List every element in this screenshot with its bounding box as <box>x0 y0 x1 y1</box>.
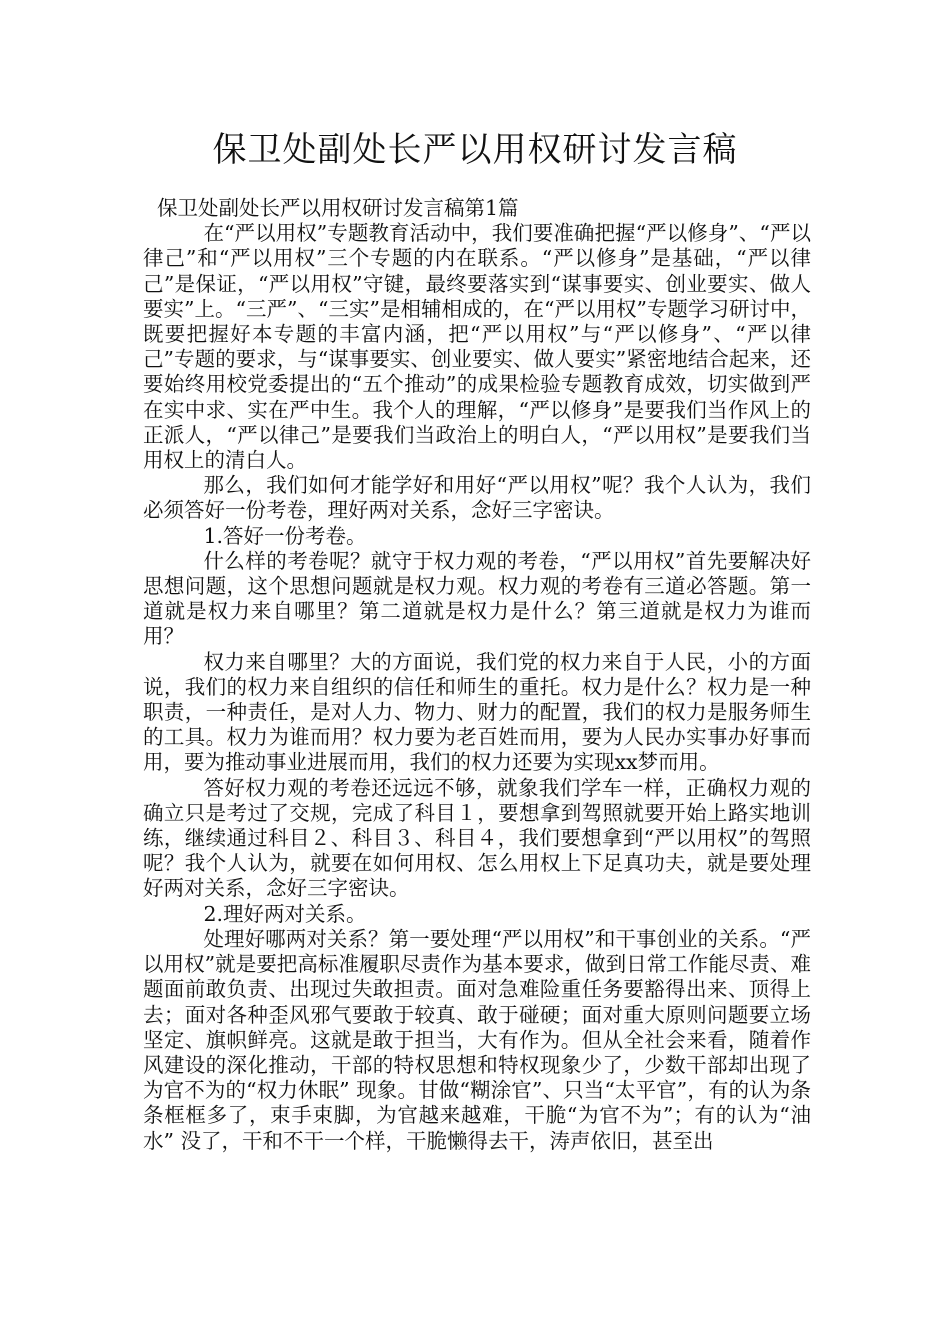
paragraph: 权力来自哪里？大的方面说，我们党的权力来自于人民，小的方面说，我们的权力来自组织的信任和师生的重托。权力是什么？权力是一种职责，一种责任，是对人力、物力、财力的配置，我们的权力是服务师生的工具。权力为谁而用？权力要为老百姓而用，要为人民办实事办好事而用，要为推动事业进展而用，我们的权力还要为实现xx梦而用。 <box>143 649 811 775</box>
document-subtitle: 保卫处副处长严以用权研讨发言稿第1篇 <box>157 196 519 220</box>
section-heading: 1.答好一份考卷。 <box>203 523 367 548</box>
section-heading: 2.理好两对关系。 <box>203 901 367 926</box>
paragraph: 答好权力观的考卷还远远不够，就象我们学车一样，正确权力观的确立只是考过了交规，完成了科目１，要想拿到驾照就要开始上路实地训练，继续通过科目２、科目３、科目４，我们要想拿到“严以用权”的驾照呢？我个人认为，就要在如何用权、怎么用权上下足真功夫，就是要处理好两对关系，念好三字密诀。 <box>143 775 811 901</box>
paragraph: 什么样的考卷呢？就守于权力观的考卷，“严以用权”首先要解决好思想问题，这个思想问题就是权力观。权力观的考卷有三道必答题。第一道就是权力来自哪里？第二道就是权力是什么？第三道就是权力为谁而用？ <box>143 548 811 649</box>
paragraph: 在“严以用权”专题教育活动中，我们要准确把握“严以修身”、“严以律己”和“严以用权”三个专题的内在联系。“严以修身”是基础，“严以律己”是保证，“严以用权”守键，最终要落实到“谋事要实、创业要实、做人要实”上。“三严”、“三实”是相辅相成的，在“严以用权”专题学习研讨中，既要把握好本专题的丰富内涵，把“严以用权”与“严以修身”、“严以律己”专题的要求，与“谋事要实、创业要实、做人要实”紧密地结合起来，还要始终用校党委提出的“五个推动”的成果检验专题教育成效，切实做到严在实中求、实在严中生。我个人的理解，“严以修身”是要我们当作风上的正派人，“严以律己”是要我们当政治上的明白人，“严以用权”是要我们当用权上的清白人。 <box>143 221 811 473</box>
paragraph: 那么，我们如何才能学好和用好“严以用权”呢？我个人认为，我们必须答好一份考卷，理好两对关系，念好三字密诀。 <box>143 473 811 523</box>
document-title: 保卫处副处长严以用权研讨发言稿 <box>212 130 738 170</box>
document-body <box>143 196 811 1154</box>
paragraph: 处理好哪两对关系？第一要处理“严以用权”和干事创业的关系。“严以用权”就是要把高标准履职尽责作为基本要求，做到日常工作能尽责、难题面前敢负责、出现过失敢担责。面对急难险重任务要豁得出来、顶得上去；面对各种歪风邪气要敢于较真、敢于碰硬；面对重大原则问题要立场坚定、旗帜鲜亮。这就是敢于担当，大有作为。但从全社会来看，随着作风建设的深化推动，干部的特权思想和特权现象少了，少数干部却出现了为官不为的“权力休眠” 现象。甘做“糊涂官”、只当“太平官”，有的认为条条框框多了，束手束脚，为官越来越难，干脆“为官不为”；有的认为“油水” 没了，干和不干一个样，干脆懒得去干，涛声依旧，甚至出 <box>143 926 811 1153</box>
